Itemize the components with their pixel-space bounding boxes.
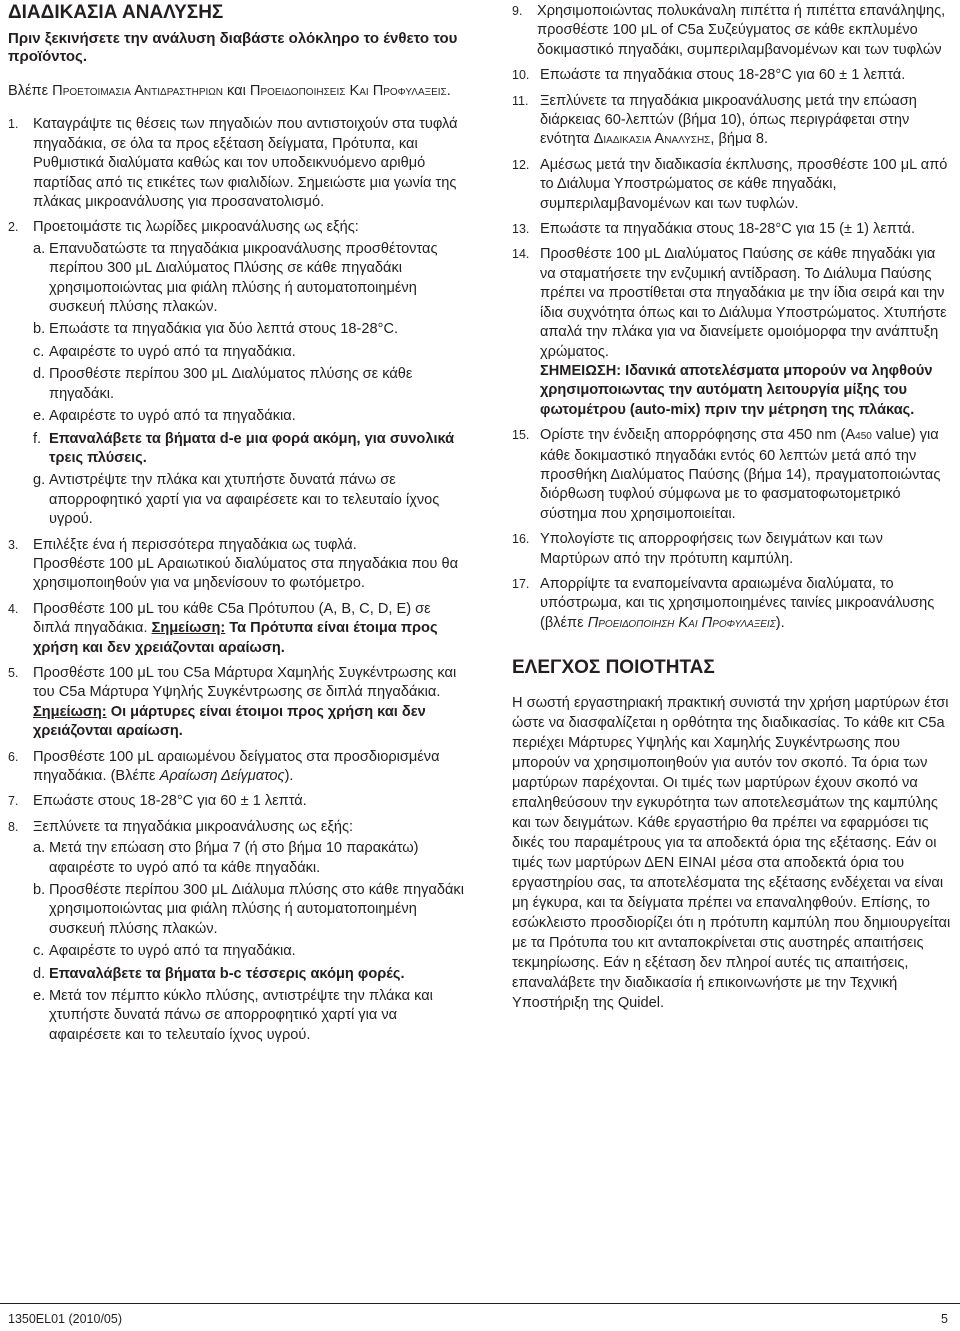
footer-divider [0,1303,960,1304]
left-column [8,2,470,1048]
document-code: 1350EL01 (2010/05) [8,1312,122,1326]
step-8: 8. Ξεπλύνετε τα πηγαδάκια μικροανάλυσης ως εξής: [8,818,354,835]
step-10: 10. Επωάστε τα πηγαδάκια στους 18-28°C για 60 ± 1 λεπτά. [512,67,906,84]
step-11: 11. Ξεπλύνετε τα πηγαδάκια μικροανάλυσης μετά την επώαση διάρκειας 60-λεπτών (βήμα 10), όπως περιγράφεται στην ενότητα Διαδικασια Αναλυσησ, βήμα 8. [512,92,917,148]
step-1: 1. Καταγράψτε τις θέσεις των πηγαδιών που αντιστοιχούν στα τυφλά πηγαδάκια, σε όλα τα προς εξέταση δείγματα, Πρότυπα, και Ρυθμιστικά διαλύματα καθώς και τον υποδεικνυόμενο αριθμό παρτίδας από τις ετικέτες των φιαλιδίων. Σημειώστε μια γωνία της πλάκας μικροανάλυσης για προσανατολισμό. [8,116,458,211]
step-8b: b. Προσθέστε περίπου 300 μL Διάλυμα πλύσης στο κάθε πηγαδάκι χρησιμοποιώντας μια φιάλη πλύσης ή αυτοματοποιημένη συσκευή πλύσης πλακών. [33,882,464,937]
step-8c: c. Αφαιρέστε το υγρό από τα πηγαδάκια. [33,943,296,960]
step-8d: d. Επαναλάβετε τα βήματα b-c τέσσερις ακόμη φορές. [33,965,405,982]
step-2d: d. Προσθέστε περίπου 300 μL Διαλύματος πλύσης σε κάθε πηγαδάκι. [33,366,413,402]
step-16: 16. Υπολογίστε τις απορροφήσεις των δειγμάτων και των Μαρτύρων από την πρότυπη καμπύλη. [512,531,883,567]
step-2b: b. Επωάστε τα πηγαδάκια για δύο λεπτά στους 18-28°C. [33,321,399,338]
intro-note: Πριν ξεκινήσετε την ανάλυση διαβάστε ολόκληρο το ένθετο του προϊόντος. [8,30,458,65]
step-12: 12. Αμέσως μετά την διαδικασία έκπλυσης, προσθέστε 100 μL από το Διάλυμα Υποστρώματος σε κάθε πηγαδάκι, συμπεριλαμβανομένων και των τυφλών. [512,156,948,212]
page-number: 5 [941,1312,948,1326]
step-2e: e. Αφαιρέστε το υγρό από τα πηγαδάκια. [33,408,296,425]
step-13: 13. Επωάστε τα πηγαδάκια στους 18-28°C για 15 (± 1) λεπτά. [512,221,916,238]
section-title: ΔΙΑΔΙΚΑΣΙΑ ΑΝΑΛΥΣΗΣ [8,2,224,23]
step-4: 4. Προσθέστε 100 μL του κάθε C5a Πρότυπου (A, B, C, D, E) σε διπλά πηγαδάκια. Σημείωση: Τα Πρότυπα είναι έτοιμα προς χρήση και δεν χρειάζονται αραίωση. [8,600,438,656]
step-14: 14. Προσθέστε 100 μL Διαλύματος Παύσης σε κάθε πηγαδάκι για να σταματήσετε την ενζυμική αντίδραση. Το Διάλυμα Παύσης πρέπει να προστίθεται στα πηγαδάκια με την ίδια σειρά και την ίδια συχνότητα όπως και το Διάλυμα Υποστρώματος. Χτυπήστε απαλά την πλάκα για να διανείμετε ομοιόμορφα την ανάπτυξη χρώματος. ΣΗΜΕΙΩΣΗ: Ιδανικά αποτελέσματα μπορούν να ληφθούν χρησιμοποιωντας την αυτόματη λειτουργία μίξης του φωτομέτρου (auto-mix) πριν την μέτρηση της πλάκας. [512,246,947,418]
see-also: Βλέπε Προετοιμασια Αντιδραστηριων και Προειδοποιησεις Και Προφυλαξεις. [8,83,451,99]
step-6: 6. Προσθέστε 100 μL αραιωμένου δείγματος στα προσδιορισμένα πηγαδάκια. (Βλέπε Αραίωση Δείγματος). [8,748,440,784]
step-7: 7. Επωάστε στους 18-28°C για 60 ± 1 λεπτά. [8,793,307,810]
step-8a: a. Μετά την επώαση στο βήμα 7 (ή στο βήμα 10 παρακάτω) αφαιρέστε το υγρό από τα κάθε πηγαδάκι. [33,840,419,876]
step-14-note: ΣΗΜΕΙΩΣΗ: Ιδανικά αποτελέσματα μπορούν να ληφθούν χρησιμοποιωντας την αυτόματη λειτουργία μίξης του φωτομέτρου (auto-mix) πριν την μέτρηση της πλάκας. [540,362,933,418]
step-2c: c. Αφαιρέστε το υγρό από τα πηγαδάκια. [33,343,296,360]
step-3: 3. Επιλέξτε ένα ή περισσότερα πηγαδάκια ως τυφλά. Προσθέστε 100 μL Αραιωτικού διαλύματος στα πηγαδάκια που θα χρησιμοποιηθούν για να μηδενίσουν το φωτόμετρο. [8,536,459,592]
see-ref-reagents: Προετοιμασια Αντιδραστηριων [52,83,223,99]
qc-paragraph: Η σωστή εργαστηριακή πρακτική συνιστά την χρήση μαρτύρων έτσι ώστε να διασφαλίζεται η ορθότητα της διαδικασίας. Το κάθε κιτ C5a περιέχει Μάρτυρες Υψηλής και Χαμηλής Συγκέντρωσης που μπορούν να χρησιμοποιηθούν για αυτόν τον σκοπό. Τα όρια των μαρτύρων παρέχονται. Οι τιμές των μαρτύρων έχουν σκοπό να επαληθεύσουν την εγκυρότητα των αποτελεσμάτων της καμπύλης και των δειγμάτων. Κάθε εργαστήριο θα πρέπει να εφαρμόσει τις δικές του παραμέτρους για τα αποδεκτά όρια της εξέτασης. Εάν οι τιμές των μαρτύρων ΔΕΝ ΕΙΝΑΙ μέσα στα αποδεκτά όρια του εργαστηρίου σας, τα αποτελέσματα της εξέτασης ενδέχεται να είναι μη έγκυρα, και τα δείγματα πρέπει να επαναληφθούν. Επίσης, το εσώκλειστο προσδιορίζει ότι η πρότυπη καμπύλη που δημιουργείται με τα Πρότυπα του κιτ ανταποκρίνεται στις αυστηρές απαιτήσεις τεκμηρίωσης. Εάν η εξέταση δεν πληροί αυτές τις απαιτήσεις, επαναλάβετε την διαδικασία ή επικοινωνήστε με την Τεχνική Υποστήριξη της Quidel. [512,695,951,1012]
step-2f: f. Επαναλάβετε τα βήματα d-e μια φορά ακόμη, για συνολικά τρεις πλύσεις. [33,430,455,466]
step-8e: e. Μετά τον πέμπτο κύκλο πλύσης, αντιστρέψτε την πλάκα και χτυπήστε δυνατά πάνω σε απορροφητικό χαρτί για να αφαιρέσετε και το τελευταίο ίχνος υγρού. [33,988,433,1043]
step-15: 15. Ορίστε την ένδειξη απορρόφησης στα 450 nm (A450 value) για κάθε δοκιμαστικό πηγαδάκι εντός 60 λεπτών μετά από την προσθήκη Διαλύματος Παύσης (βήμα 14), πραγματοποιώντας διόρθωση τυφλού σύμφωνα με το φασματοφωτομετρικό σύστημα που χρησιμοποιείται. [512,427,941,522]
step-17: 17. Απορρίψτε τα εναπομείναντα αραιωμένα διαλύματα, το υπόστρωμα, και τις χρησιμοποιημένες ταινίες μικροανάλυσης (βλέπε Προειδοποιηση Και Προφυλαξεισ). [512,575,935,631]
step-2a: a. Επανυδατώστε τα πηγαδάκια μικροανάλυσης προσθέτοντας περίπου 300 μL Διαλύματος Πλύσης σε κάθε πηγαδάκι χρησιμοποιώντας μια φιάλη πλύσης ή αυτοματοποιημένη συσκευή πλύσης πλακών. [33,240,438,316]
see-ref-warnings: Προειδοποιησεις Και Προφυλαξεις [249,83,447,99]
step-5: 5. Προσθέστε 100 μL του C5a Μάρτυρα Χαμηλής Συγκέντρωσης και του C5a Μάρτυρα Υψηλής Συγκέντρωσης σε διπλά πηγαδάκια. Σημείωση: Οι μάρτυρες είναι έτοιμοι προς χρήση και δεν χρειάζονται αραίωση. [8,664,457,740]
step-9: 9. Χρησιμοποιώντας πολυκάναλη πιπέττα ή πιπέττα επανάληψης, προσθέστε 100 μL of C5a Συζεύγματος σε κάθε εκπλυμένο δοκιμαστικό πηγαδάκι, συμπεριλαμβανομένων και των τυφλών [512,3,946,58]
step-2g: g. Αντιστρέψτε την πλάκα και χτυπήστε δυνατά πάνω σε απορροφητικό χαρτί για να αφαιρέσετε και το τελευταίο ίχνος υγρού. [33,472,440,528]
step-2: 2. Προετοιμάστε τις λωρίδες μικροανάλυσης ως εξής: [8,219,359,236]
qc-heading: ΕΛΕΓΧΟΣ ΠΟΙΟΤΗΤΑΣ [512,657,715,679]
right-column [512,2,952,1013]
